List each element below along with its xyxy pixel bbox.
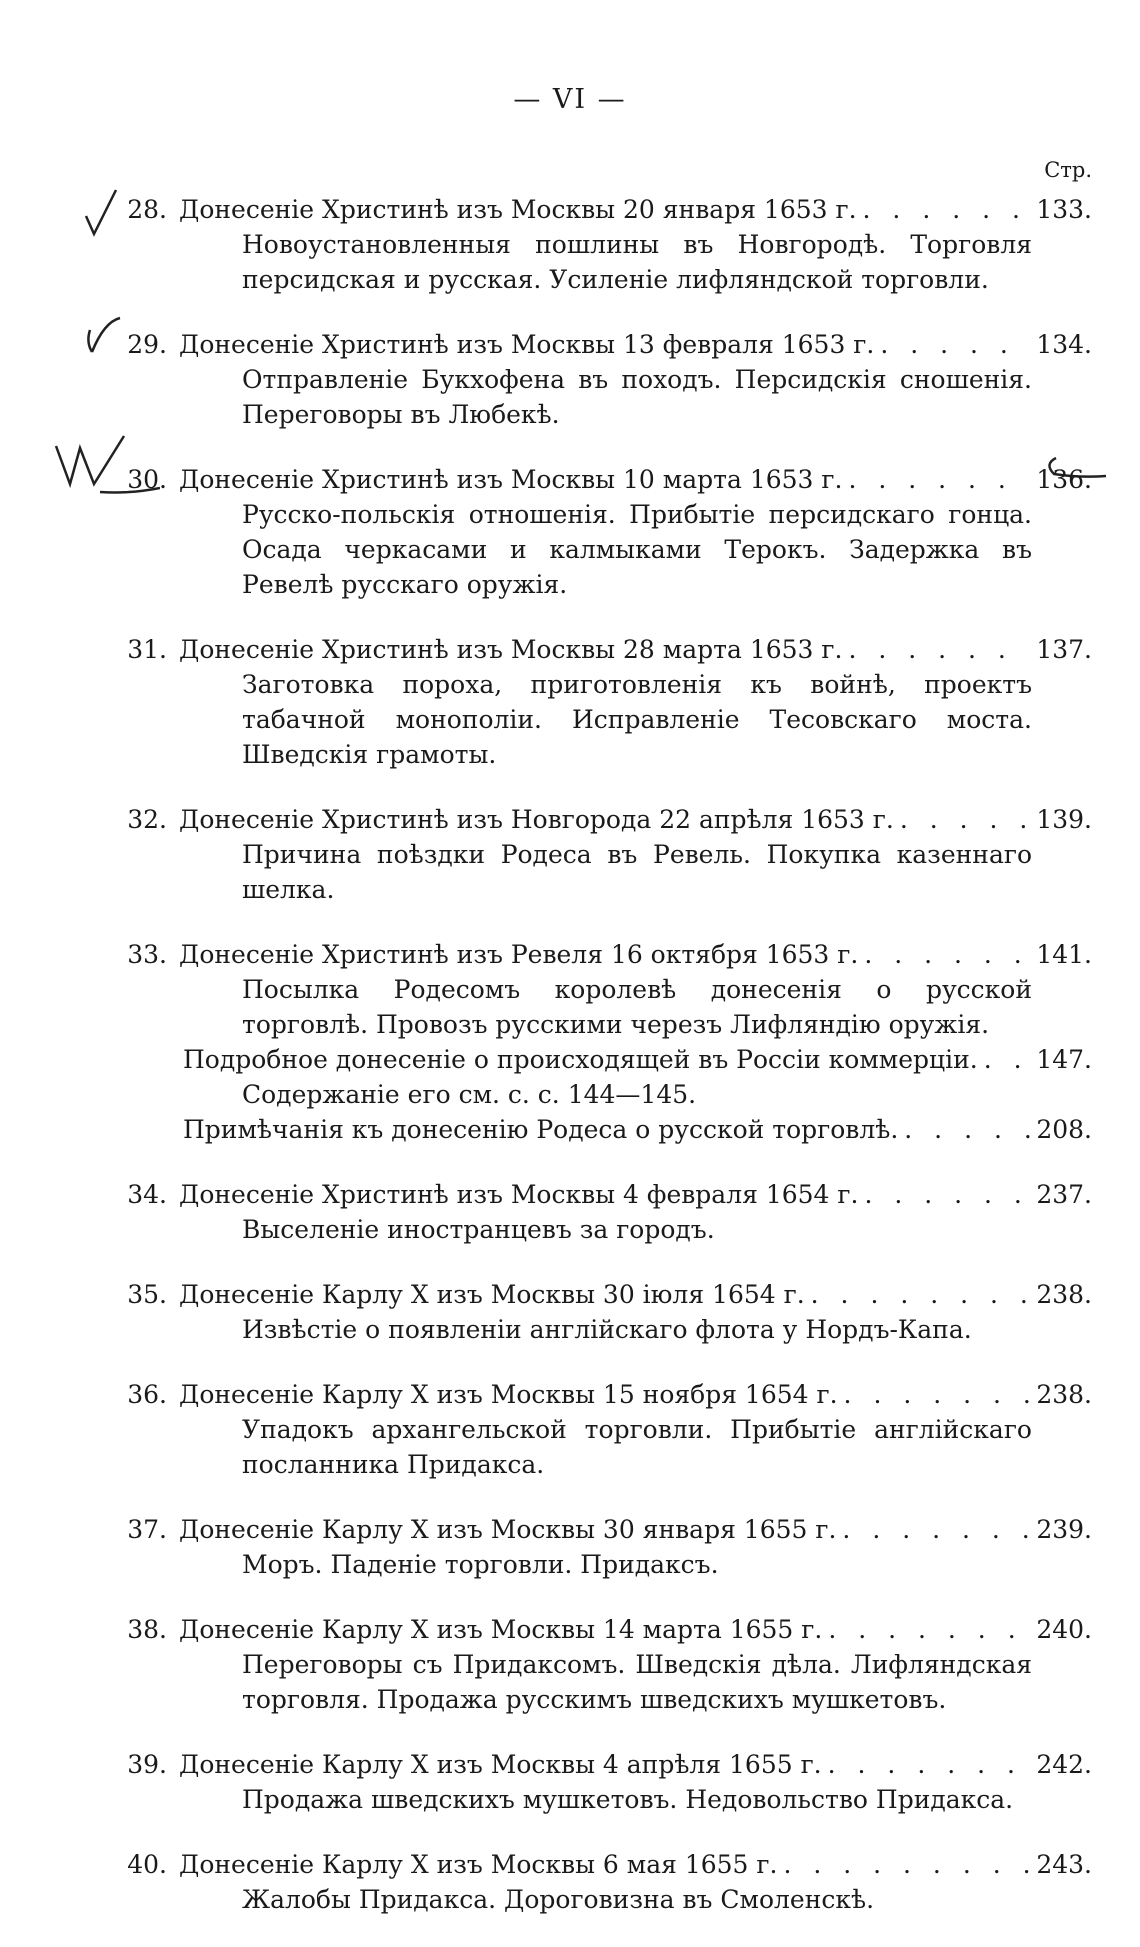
toc-entry (110, 632, 1092, 772)
entry-number: 39. (127, 1750, 167, 1779)
toc-subentry (110, 1112, 1092, 1147)
entry-number: 31. (127, 635, 167, 664)
entry-number: 33. (127, 940, 167, 969)
entry-title: Донесеніе Христинѣ изъ Москвы 28 марта 1653 г. (179, 635, 843, 664)
entry-number: 28. (127, 195, 167, 224)
toc-subentry (110, 1042, 1092, 1077)
toc-entry (110, 937, 1092, 1147)
toc-entry (110, 802, 1092, 907)
entry-number: 34. (127, 1180, 167, 1209)
dot-leader (848, 462, 1030, 497)
subentry-page: 147. (1036, 1045, 1092, 1074)
entry-title: Донесеніе Карлу X изъ Москвы 30 января 1655 г. (179, 1515, 837, 1544)
entry-number: 29. (127, 330, 167, 359)
toc-entry (110, 192, 1092, 297)
entry-page: 139. (1036, 805, 1092, 834)
dot-leader (880, 327, 1030, 362)
entry-title: Донесеніе Христинѣ изъ Новгорода 22 апрѣля 1653 г. (179, 805, 894, 834)
dot-leader (844, 1377, 1031, 1412)
entry-page: 242. (1036, 1750, 1092, 1779)
dot-leader (811, 1277, 1031, 1312)
entry-title: Донесеніе Христинѣ изъ Москвы 13 февраля 1653 г. (179, 330, 875, 359)
toc-entry (110, 1177, 1092, 1247)
dot-leader (904, 1112, 1030, 1147)
entry-description: Причина поѣздки Родеса въ Ревель. Покупка казеннаго шелка. (242, 840, 1032, 904)
entry-page: 133. (1036, 195, 1092, 224)
dot-leader (842, 1512, 1030, 1547)
entry-page: 137. (1036, 635, 1092, 664)
toc-entry (110, 1847, 1092, 1917)
entry-page: 237. (1036, 1180, 1092, 1209)
dot-leader (783, 1847, 1030, 1882)
entry-page: 238. (1036, 1280, 1092, 1309)
table-of-contents (110, 192, 1092, 1947)
entry-description: Упадокъ архангельской торговли. Прибытіе англійскаго посланника Придакса. (242, 1415, 1032, 1479)
entry-title: Донесеніе Карлу X изъ Москвы 14 марта 1655 г. (179, 1615, 823, 1644)
toc-entry (110, 462, 1092, 602)
dot-leader (863, 192, 1031, 227)
toc-entry (110, 1377, 1092, 1482)
toc-entry (110, 1747, 1092, 1817)
subentry-title: Примѣчанія къ донесенію Родеса о русской торговлѣ. (183, 1115, 899, 1144)
entry-title: Донесеніе Христинѣ изъ Москвы 20 января 1653 г. (179, 195, 857, 224)
entry-page: 239. (1036, 1515, 1092, 1544)
entry-description: Посылка Родесомъ королевѣ донесенія о русской торговлѣ. Провозъ русскими черезъ Лифляндію оружія. (242, 975, 1032, 1039)
subentry-page: 208. (1036, 1115, 1092, 1144)
entry-page: 238. (1036, 1380, 1092, 1409)
entry-number: 36. (127, 1380, 167, 1409)
entry-title: Донесеніе Карлу X изъ Москвы 6 мая 1655 г. (179, 1850, 778, 1879)
entry-number: 37. (127, 1515, 167, 1544)
subentry-description: Содержаніе его см. с. с. 144—145. (242, 1080, 697, 1109)
page-number: — VI — (513, 84, 627, 115)
page-column-label: Стр. (1044, 158, 1092, 182)
entry-title: Донесеніе Карлу X изъ Москвы 15 ноября 1654 г. (179, 1380, 838, 1409)
dot-leader (900, 802, 1031, 837)
toc-entry (110, 1512, 1092, 1582)
entry-description: Жалобы Придакса. Дороговизна въ Смоленскѣ. (242, 1885, 875, 1914)
entry-number: 35. (127, 1280, 167, 1309)
entry-page: 136. (1036, 465, 1092, 494)
entry-page: 134. (1036, 330, 1092, 359)
entry-description: Заготовка пороха, приготовленія къ войнѣ, проектъ табачной монополіи. Исправленіе Тесовскаго моста. Шведскія грамоты. (242, 670, 1032, 769)
dot-leader (848, 632, 1030, 667)
entry-description: Отправленіе Букхофена въ походъ. Персидскія сношенія. Переговоры въ Любекѣ. (242, 365, 1032, 429)
entry-description: Выселеніе иностранцевъ за городъ. (242, 1215, 715, 1244)
entry-description: Моръ. Паденіе торговли. Придаксъ. (242, 1550, 719, 1579)
entry-description: Новоустановленныя пошлины въ Новгородѣ. Торговля персидская и русская. Усиленіе лифляндской торговли. (242, 230, 1032, 294)
entry-page: 141. (1036, 940, 1092, 969)
toc-entry (110, 327, 1092, 432)
entry-page: 243. (1036, 1850, 1092, 1879)
entry-title: Донесеніе Христинѣ изъ Ревеля 16 октября 1653 г. (179, 940, 859, 969)
entry-title: Донесеніе Карлу X изъ Москвы 4 апрѣля 1655 г. (179, 1750, 822, 1779)
entry-title: Донесеніе Христинѣ изъ Москвы 10 марта 1653 г. (179, 465, 843, 494)
dot-leader (984, 1042, 1031, 1077)
entry-title: Донесеніе Карлу X изъ Москвы 30 іюля 1654 г. (179, 1280, 805, 1309)
entry-number: 40. (127, 1850, 167, 1879)
entry-page: 240. (1036, 1615, 1092, 1644)
entry-description: Продажа шведскихъ мушкетовъ. Недовольство Придакса. (242, 1785, 1014, 1814)
dot-leader (828, 1612, 1030, 1647)
dot-leader (864, 937, 1030, 972)
entry-title: Донесеніе Христинѣ изъ Москвы 4 февраля 1654 г. (179, 1180, 859, 1209)
entry-number: 30. (127, 465, 167, 494)
entry-description: Русско-польскія отношенія. Прибытіе персидскаго гонца. Осада черкасами и калмыками Терокъ. Задержка въ Ревелѣ русскаго оружія. (242, 500, 1032, 599)
toc-entry (110, 1277, 1092, 1347)
dot-leader (828, 1747, 1031, 1782)
entry-description: Переговоры съ Придаксомъ. Шведскія дѣла. Лифляндская торговля. Продажа русскимъ шведскихъ мушкетовъ. (242, 1650, 1032, 1714)
dot-leader (864, 1177, 1030, 1212)
subentry-title: Подробное донесеніе о происходящей въ Россіи коммерціи. (183, 1045, 978, 1074)
toc-entry (110, 1612, 1092, 1717)
entry-description: Извѣстіе о появленіи англійскаго флота у Нордъ-Капа. (242, 1315, 972, 1344)
entry-number: 32. (127, 805, 167, 834)
entry-number: 38. (127, 1615, 167, 1644)
